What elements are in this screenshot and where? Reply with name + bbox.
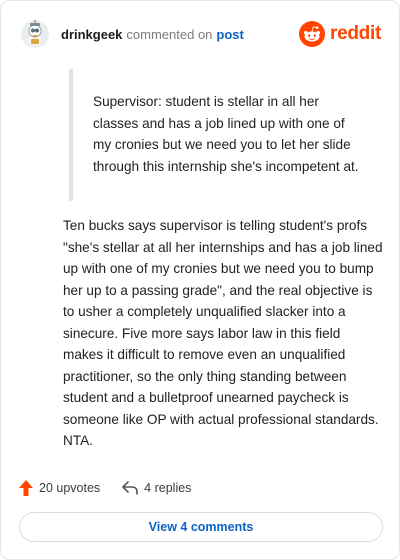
reply-arrow-icon [122,481,138,495]
view-comments-button[interactable]: View 4 comments [19,512,383,542]
action-text: commented on [126,26,213,42]
comment-meta [61,27,244,42]
reply-count: 4 replies [144,481,192,495]
comment-header [21,19,381,49]
reddit-logo[interactable] [299,21,381,47]
user-avatar[interactable] [21,20,49,48]
upvote-button[interactable] [19,480,100,496]
reddit-snoo-icon [299,21,325,47]
upvote-arrow-icon [19,480,33,496]
quoted-text: Supervisor: student is stellar in all her classes and has a job lined up with one of my cronies but we need you to let her slide through this internship she's incompetent at. [69,69,359,201]
avatar-icon [21,20,49,48]
brand-name: reddit [330,23,381,44]
reply-button[interactable] [122,481,191,495]
upvote-count: 20 upvotes [39,481,101,495]
post-link[interactable]: post [216,26,244,42]
username-link[interactable]: drinkgeek [61,26,123,42]
comment-footer [19,477,191,499]
comment-body: Ten bucks says supervisor is telling student's profs "she's stellar at all her internships and has a job lined up with one of my cronies but we need you to bump her up to a passing grade", and the real objective is to usher a completely unqualified slacker into a sinecure. Five more says labor law in this field makes it difficult to remove even an unqualified practitioner, so the only thing standing between student and a bulletproof unearned paycheck is someone like OP with actual professional standards. NTA. [63,218,383,448]
